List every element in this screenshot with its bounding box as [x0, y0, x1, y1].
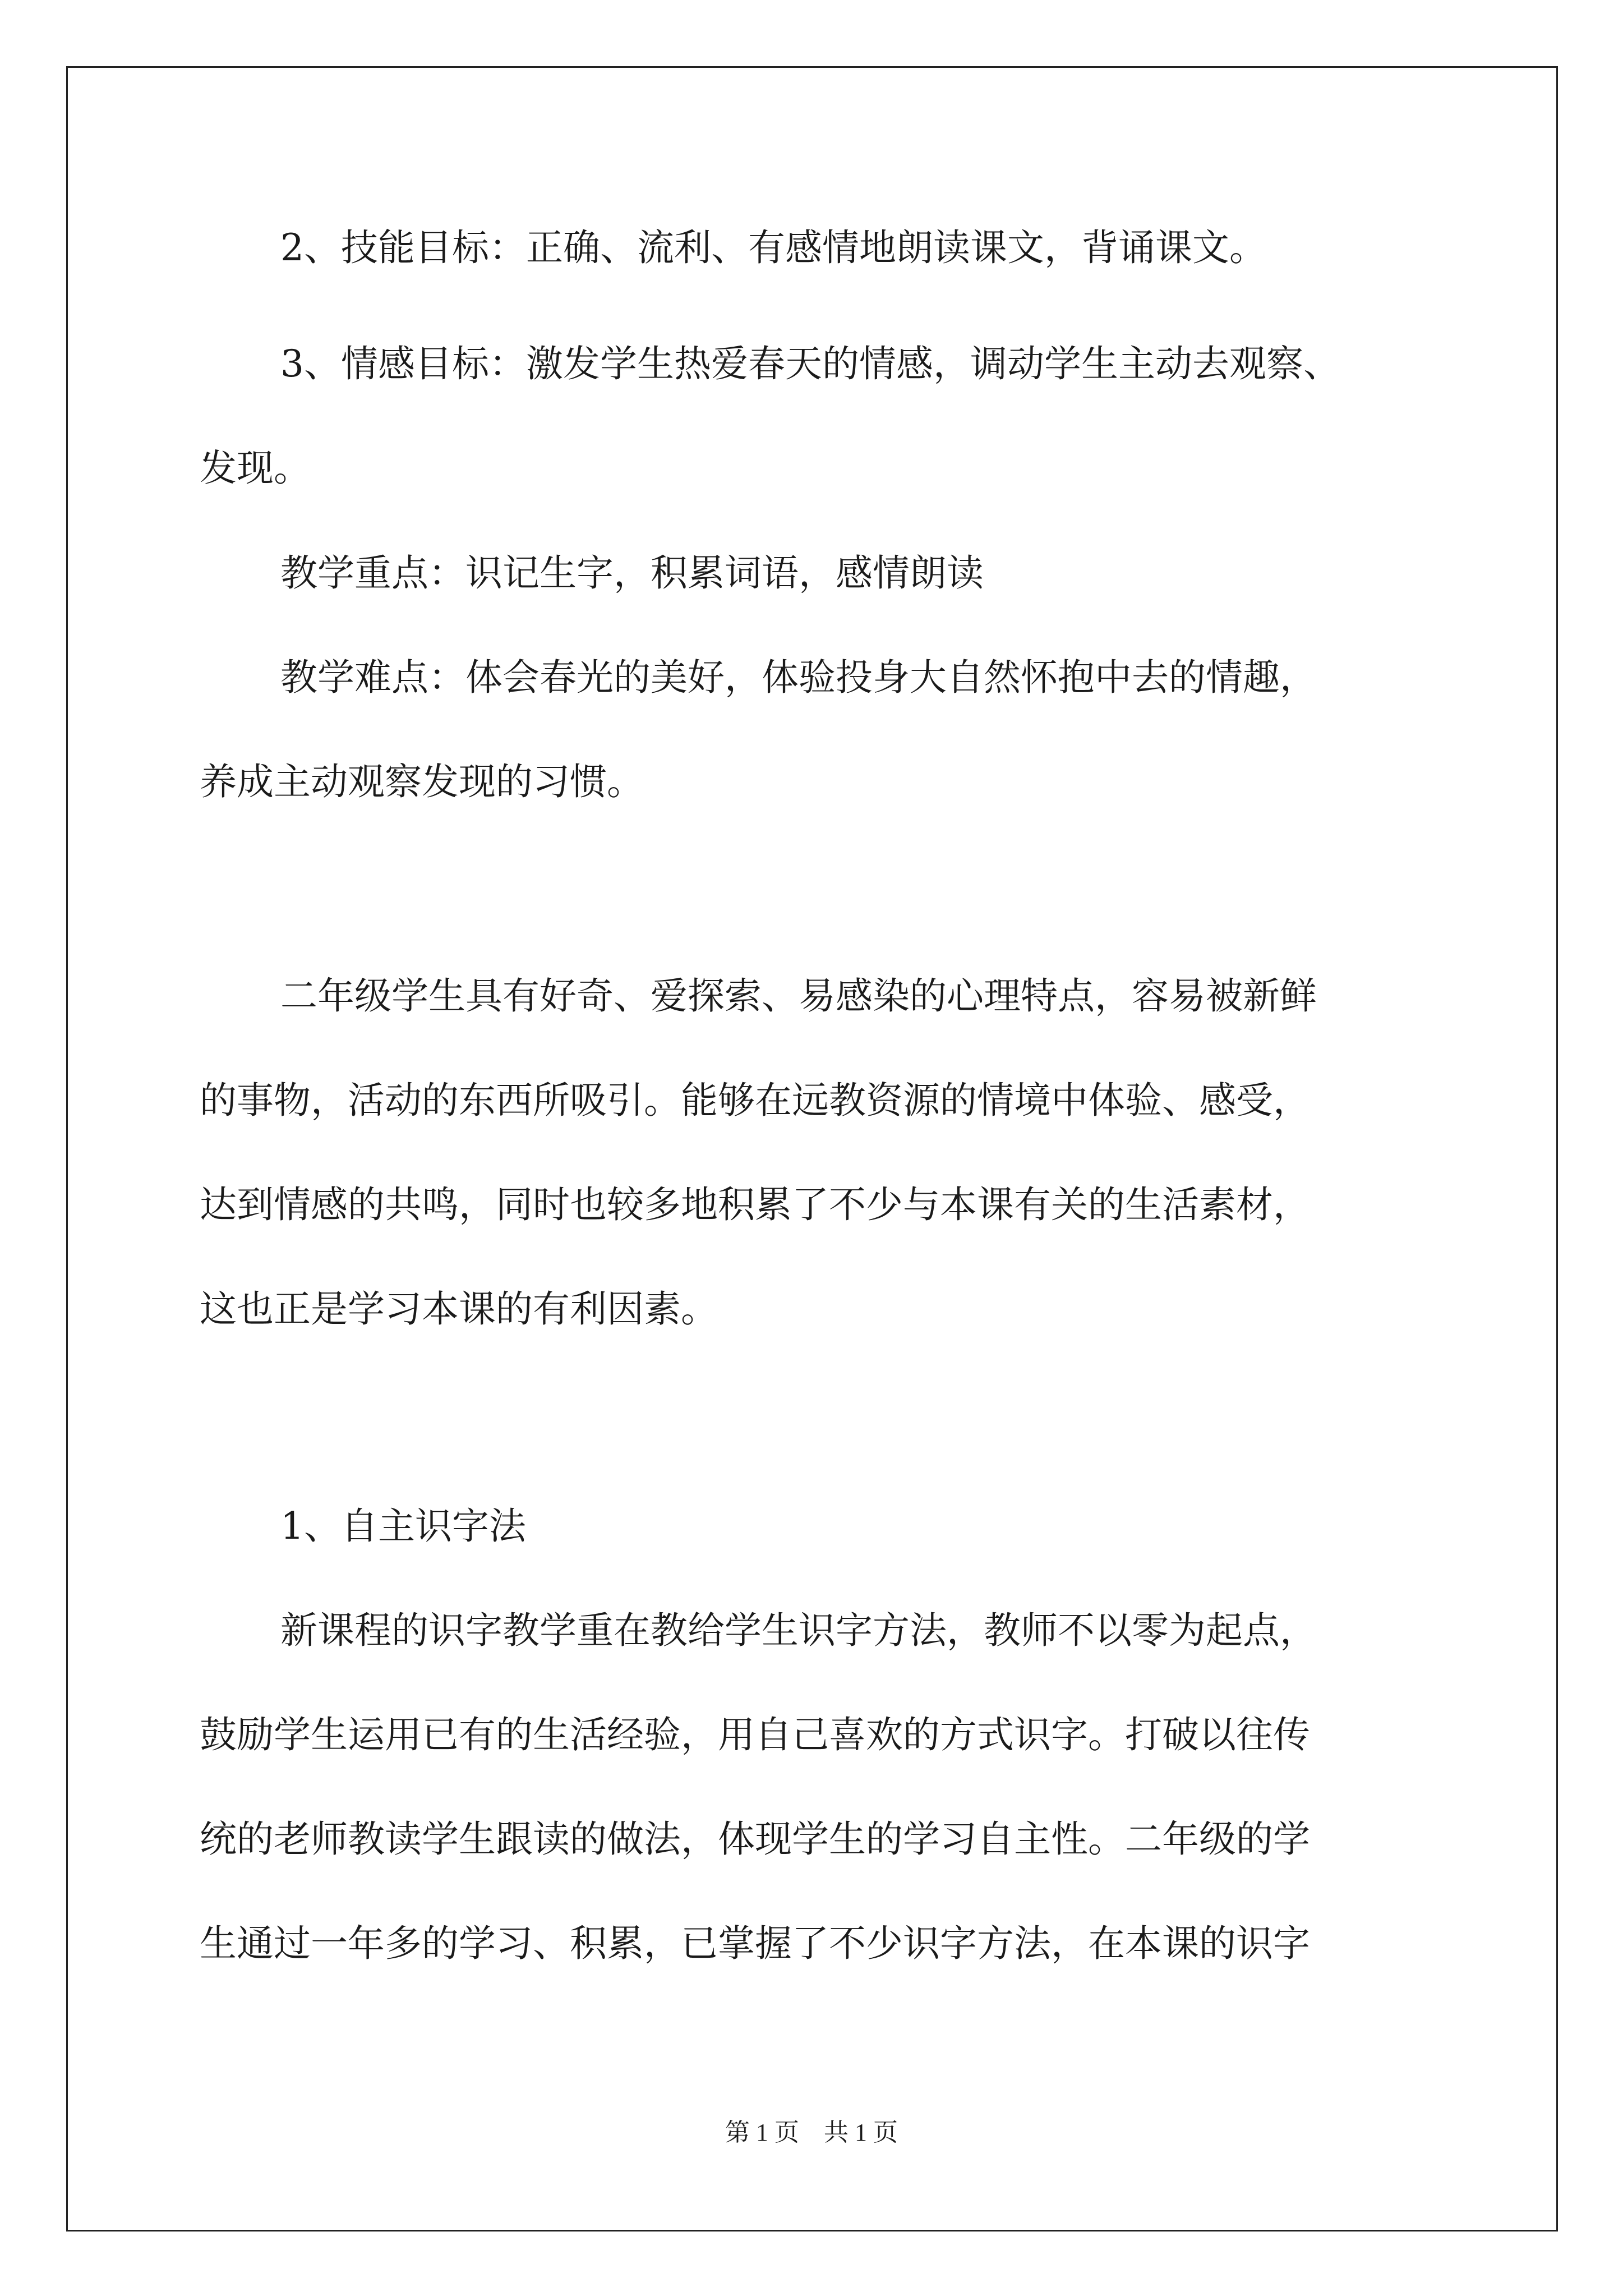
goal-emotion-line: 3、情感目标：激发学生热爱春天的情感，调动学生主动去观察、: [280, 342, 1340, 385]
method-paragraph-line-1: 新课程的识字教学重在教给学生识字方法，教师不以零为起点，: [280, 1609, 1317, 1652]
teaching-difficulty-line: 教学难点：体会春光的美好，体验投身大自然怀抱中去的情趣，: [280, 656, 1317, 699]
method-paragraph-line-2: 鼓励学生运用已有的生活经验，用自己喜欢的方式识字。打破以往传: [200, 1713, 1310, 1756]
page-number-footer: 第 1 页 共 1 页: [725, 2119, 898, 2146]
goal-emotion-continuation: 发现。: [200, 447, 311, 490]
student-analysis-line-2: 的事物，活动的东西所吸引。能够在远教资源的情境中体验、感受，: [200, 1079, 1310, 1122]
student-analysis-line-1: 二年级学生具有好奇、爱探索、易感染的心理特点，容易被新鲜: [280, 974, 1317, 1018]
student-analysis-line-3: 达到情感的共鸣，同时也较多地积累了不少与本课有关的生活素材，: [200, 1183, 1310, 1226]
method-paragraph-line-3: 统的老师教读学生跟读的做法，体现学生的学习自主性。二年级的学: [200, 1818, 1310, 1861]
goal-skill-line: 2、技能目标：正确、流利、有感情地朗读课文，背诵课文。: [280, 226, 1266, 269]
method-heading: 1、自主识字法: [280, 1504, 526, 1548]
student-analysis-line-4: 这也正是学习本课的有利因素。: [200, 1287, 718, 1331]
page-border: [66, 66, 1558, 2231]
teaching-focus-line: 教学重点：识记生字，积累词语，感情朗读: [280, 551, 984, 595]
method-paragraph-line-4: 生通过一年多的学习、积累，已掌握了不少识字方法，在本课的识字: [200, 1922, 1310, 1965]
teaching-difficulty-continuation: 养成主动观察发现的习惯。: [200, 760, 644, 803]
